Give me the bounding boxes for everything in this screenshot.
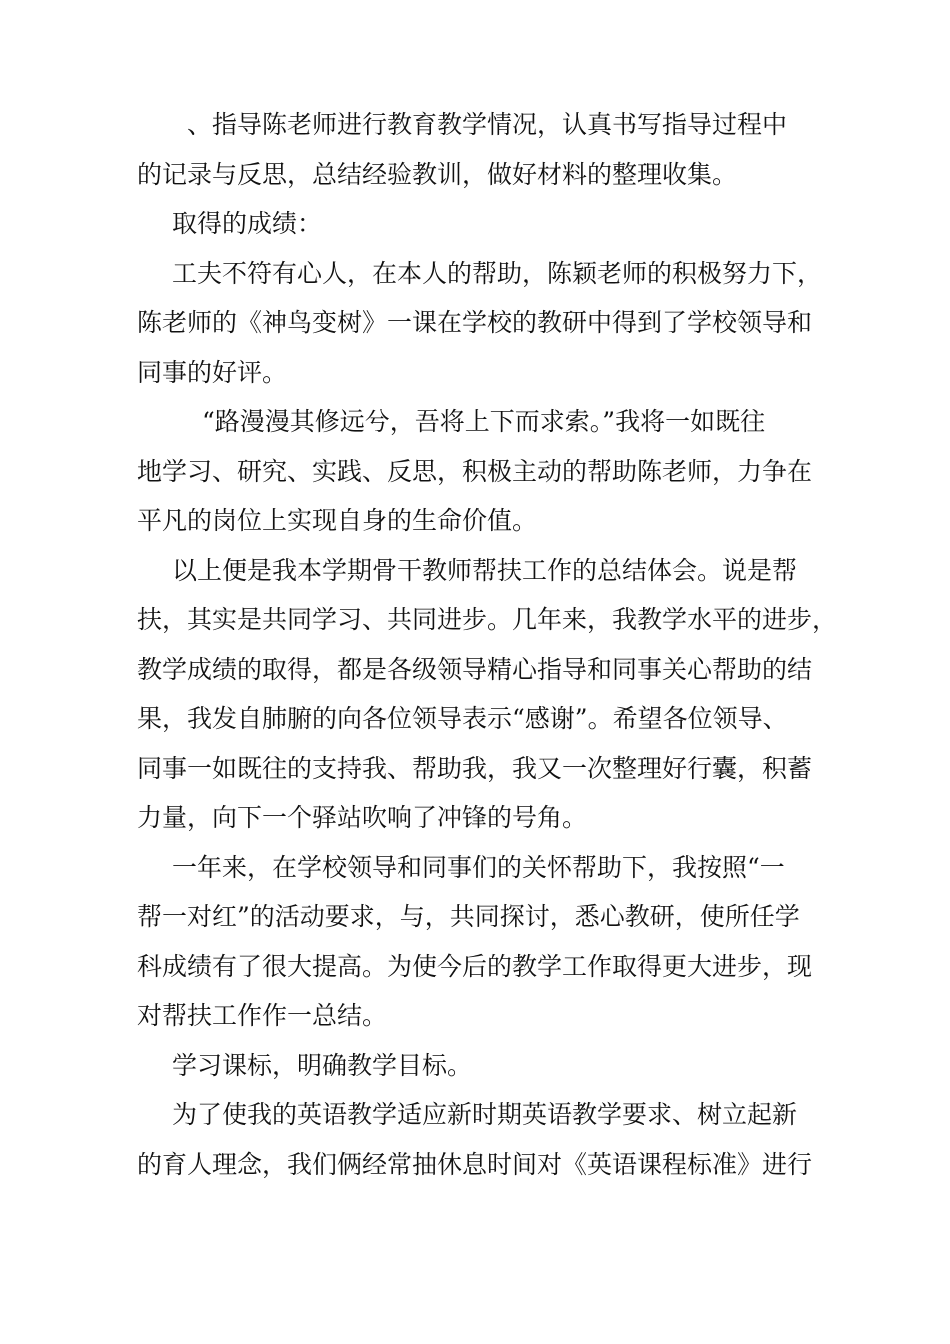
section-heading: 取得的成绩： — [172, 209, 323, 238]
text-line: 以上便是我本学期骨干教师帮扶工作的总结体会。说是帮 — [172, 555, 798, 585]
text-line: 一年来，在学校领导和同事们的关怀帮助下，我按照“一 — [172, 852, 785, 882]
text-line: 同事的好评。 — [137, 357, 288, 387]
text-line: 平凡的岗位上实现自身的生命价值。 — [137, 506, 538, 535]
text-line: 对帮扶工作作一总结。 — [137, 1001, 388, 1030]
document-body — [137, 100, 837, 1189]
text-line: 力量，向下一个驿站吹响了冲锋的号角。 — [137, 803, 588, 832]
text-line: 陈老师的《神鸟变树》一课在学校的教研中得到了学校领导和 — [137, 308, 813, 337]
text-line: 扶，其实是共同学习、共同进步。几年来，我教学水平的进步， — [137, 605, 838, 634]
text-line: 的育人理念，我们俩经常抽休息时间对《英语课程标准》进行 — [137, 1149, 813, 1179]
text-line: 果，我发自肺腑的向各位领导表示“感谢”。希望各位领导、 — [137, 704, 788, 733]
section-heading: 学习课标，明确教学目标。 — [172, 1050, 473, 1080]
text-line: 同事一如既往的支持我、帮助我，我又一次整理好行囊，积蓄 — [137, 753, 813, 783]
text-line: “路漫漫其修远兮，吾将上下而求索。”我将一如既往 — [202, 407, 766, 436]
text-line: 为了使我的英语教学适应新时期英语教学要求、树立起新 — [172, 1100, 798, 1129]
text-line: 工夫不符有心人，在本人的帮助，陈颖老师的积极努力下， — [172, 258, 823, 288]
text-line: 的记录与反思，总结经验教训，做好材料的整理收集。 — [137, 159, 738, 189]
text-line: 、指导陈老师进行教育教学情况，认真书写指导过程中 — [187, 110, 788, 139]
text-line: 教学成绩的取得，都是各级领导精心指导和同事关心帮助的结 — [137, 654, 813, 684]
text-line: 科成绩有了很大提高。为使今后的教学工作取得更大进步，现 — [137, 951, 813, 981]
text-line: 帮一对红”的活动要求，与，共同探讨，悉心教研，使所任学 — [137, 902, 800, 931]
text-line: 地学习、研究、实践、反思，积极主动的帮助陈老师，力争在 — [137, 456, 813, 486]
